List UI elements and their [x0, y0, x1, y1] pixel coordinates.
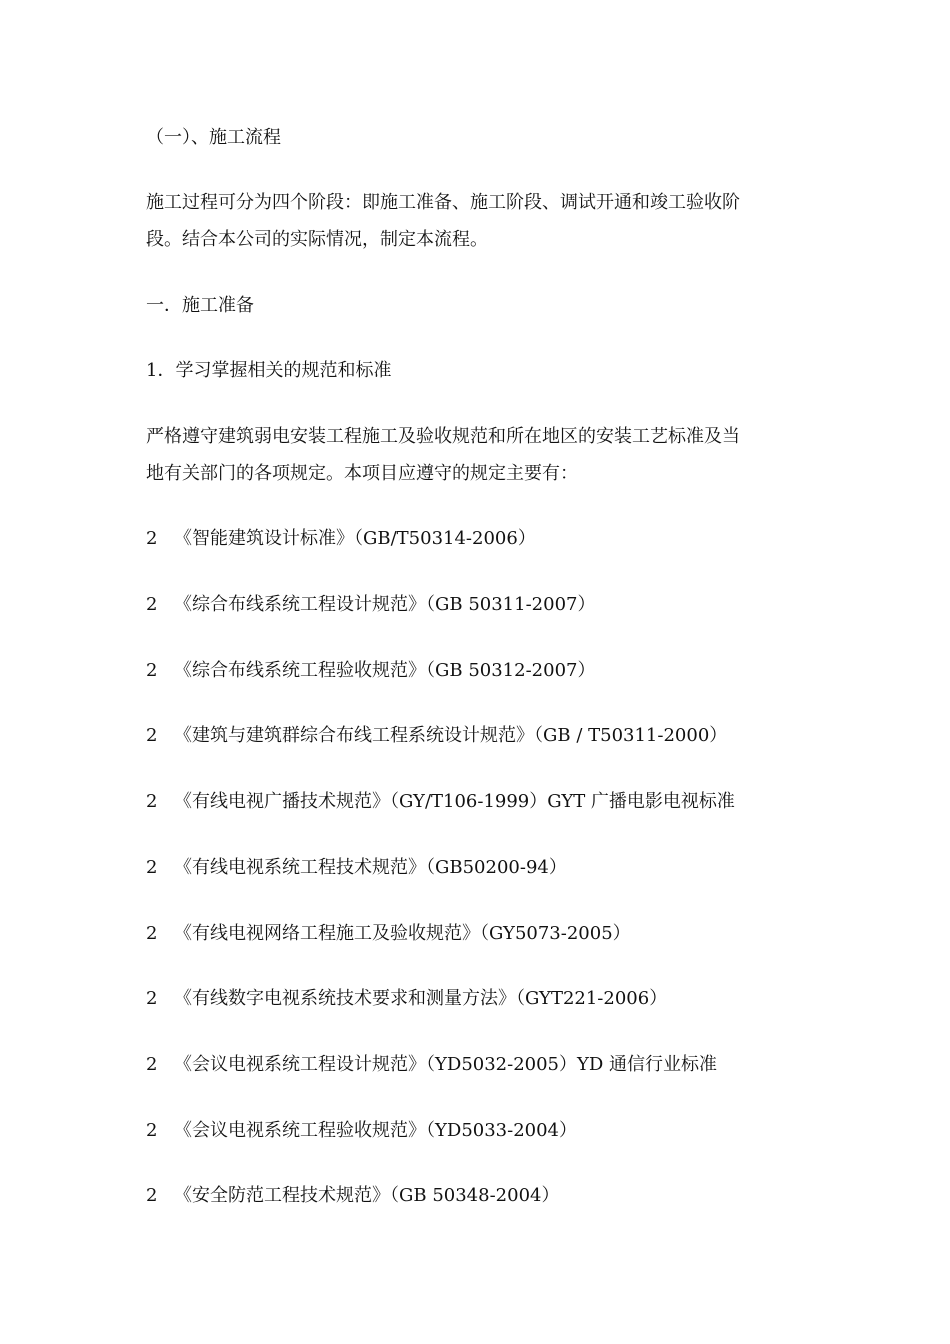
list-item	[146, 988, 667, 1010]
list-bullet: 2	[146, 725, 158, 746]
list-bullet: 2	[146, 660, 158, 681]
standard-title: 《有线电视广播技术规范》（GY/T106-1999）GYT 广播电影电视标准	[174, 791, 735, 812]
requirements-paragraph-line-2: 地有关部门的各项规定。本项目应遵守的规定主要有：	[146, 463, 578, 484]
list-item	[146, 1185, 559, 1207]
list-item	[146, 660, 595, 682]
standard-title: 《智能建筑设计标准》（GB/T50314-2006）	[174, 528, 536, 549]
list-item	[146, 725, 727, 747]
intro-paragraph-line-1: 施工过程可分为四个阶段：即施工准备、施工阶段、调试开通和竣工验收阶	[146, 192, 740, 213]
list-bullet: 2	[146, 988, 158, 1009]
list-bullet: 2	[146, 791, 158, 812]
list-bullet: 2	[146, 594, 158, 615]
list-bullet: 2	[146, 528, 158, 549]
list-item	[146, 857, 567, 879]
list-bullet: 2	[146, 1185, 158, 1206]
heading-construction-preparation: 一．施工准备	[146, 295, 254, 316]
list-item	[146, 594, 595, 616]
list-item	[146, 1054, 717, 1076]
requirements-paragraph-line-1: 严格遵守建筑弱电安装工程施工及验收规范和所在地区的安装工艺标准及当	[146, 426, 740, 447]
standard-title: 《安全防范工程技术规范》（GB 50348-2004）	[174, 1185, 560, 1206]
list-item	[146, 791, 735, 813]
standard-title: 《有线数字电视系统技术要求和测量方法》（GYT221-2006）	[174, 988, 668, 1009]
list-bullet: 2	[146, 923, 158, 944]
subheading-standards: 1．学习掌握相关的规范和标准	[146, 360, 392, 381]
standard-title: 《综合布线系统工程验收规范》（GB 50312-2007）	[174, 660, 596, 681]
standard-title: 《有线电视网络工程施工及验收规范》（GY5073-2005）	[174, 923, 631, 944]
list-bullet: 2	[146, 1054, 158, 1075]
standard-title: 《有线电视系统工程技术规范》（GB50200-94）	[174, 857, 567, 878]
intro-paragraph-line-2: 段。结合本公司的实际情况，制定本流程。	[146, 229, 488, 250]
standard-title: 《建筑与建筑群综合布线工程系统设计规范》（GB / T50311-2000）	[174, 725, 728, 746]
standard-title: 《会议电视系统工程设计规范》（YD5032-2005）YD 通信行业标准	[174, 1054, 718, 1075]
list-item	[146, 528, 536, 550]
standard-title: 《综合布线系统工程设计规范》（GB 50311-2007）	[174, 594, 596, 615]
list-item	[146, 1120, 577, 1142]
list-item	[146, 923, 631, 945]
standard-title: 《会议电视系统工程验收规范》（YD5033-2004）	[174, 1120, 578, 1141]
section-title: （一）、施工流程	[146, 127, 281, 148]
list-bullet: 2	[146, 857, 158, 878]
list-bullet: 2	[146, 1120, 158, 1141]
